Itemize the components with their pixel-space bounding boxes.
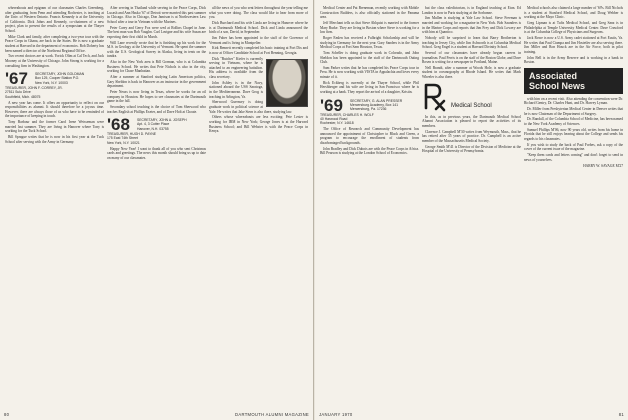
paragraph: Bill Sprague writes that he is now in his first year at the Tuck School after serving with the Army in Germany.	[5, 135, 104, 144]
class-year: '68	[107, 115, 130, 135]
class-secretary-block	[350, 99, 419, 112]
paragraph: Nell Brandt, after a summer at Woods Hole, is now a graduate student in oceanography at Rhode Island. He writes that Mark Wheeler is also there.	[422, 65, 521, 80]
class-68-header	[107, 116, 206, 145]
paragraph: Also in the New York area is Bill Gorman, who is at Columbia Business School. He writes that Pete Nichols is also in the city, working for Chase Manhattan.	[107, 60, 206, 74]
class-secretary-block	[137, 118, 206, 131]
paragraph: Sam Parker writes that he has completed his Peace Corps tour in Peru. He is now working with VISTA in Appalachia and loves every minute of it.	[320, 65, 419, 80]
class-69-header	[320, 97, 419, 126]
secretary-city: Mercersburg, Pa. 17236	[350, 107, 387, 112]
right-column-1	[320, 6, 419, 406]
right-page	[315, 0, 628, 420]
associated-school-news-banner	[524, 68, 623, 94]
secretary-address: Mercersburg Academy, Box 141	[350, 102, 398, 107]
banner-title-line-2: School News	[529, 80, 586, 91]
secretary-name: SECRETARY, JOHN A. JOSEPH	[137, 118, 187, 123]
class-year: '67	[5, 69, 28, 89]
paragraph: After serving in Thailand while serving in the Peace Corps, Dick Lucash and Ann Hasko '67 of Detroit were married this past summer in Chicago. Also in Chicago, Don Jamison is at Northwestern Law School after a tour in Vietnam with the Marines.	[107, 6, 206, 24]
paragraph: Happy New Year! I want to thank all of you who sent Christmas cards and greetings. The news this month should bring us up to date on many of our classmates.	[107, 146, 206, 160]
prescription-rx-icon	[422, 82, 448, 112]
page-number: 80	[4, 412, 10, 417]
paragraph: but the class valedictorian, is in England teaching at Eton. Ed Landon is now in Paris studying at the Sorbonne.	[422, 6, 521, 15]
paragraph: John Bradley and Dick Dubois are with the Peace Corps in Africa. Bill Pearson is studying at the London School of Economics.	[320, 146, 419, 156]
paragraph: "Keep them cards and letters coming" and don't forget to send in news of yourselves.	[524, 153, 623, 162]
paragraph: Dick "Butcher" Kiefer is currently serving in Vietnam, where he is attached to an engineering battalion. His address is available from the class secretary.	[209, 56, 263, 80]
paragraph: with him on a recent visit. Also attending the convention were Dr. Richard Gentry, Dr. Charles Hunt, and Dr. Harvey Lyman.	[524, 96, 623, 106]
paragraph: Dr. Randall, of the Columbia School of Medicine, has been named to the New York Academy of Sciences.	[524, 117, 623, 127]
paragraph: Clarence J. Campbell M'30 writes from Weymouth, Mass., that he has retired after 35 years of practice. Dr. Campbell is an active member of the Massachusetts Medical Society.	[422, 129, 521, 143]
left-column-1	[5, 6, 104, 406]
paragraph: Others whose whereabouts are less exciting: Pete Lester is working for IBM in New York; George Jones is at the Harvard Business School; and Bill Webster is with the Peace Corps in Kenya.	[209, 115, 308, 134]
secretary-address: Apt. 4, 3 Cotter Place	[137, 122, 170, 127]
treasurer-name: TREASURER, JOHN F. CORREY, JR.	[5, 86, 63, 91]
classmate-portrait-photo	[266, 59, 308, 107]
paragraph: Nobody will be surprised to learn that Barry Brotherton is teaching in Jersey City, while Jim Ashworth is at Columbia Medical School. Greg Engel is a student at Harvard Divinity School.	[422, 35, 521, 50]
treasurer-name: TREASURER, HUGH D. PAYNE	[107, 132, 157, 137]
right-column-2	[422, 6, 521, 406]
paragraph: whereabouts and epigram of our classmates Charles Greenberg, after graduating from Penn and attending Rochester, is teaching at the Univ. of Western Ontario. Francis Kennedy is at the University of California. Dick Johns and Kennedy, co-chairmen of a new project, plan to present the results of a symposium at the Thayer School.	[5, 6, 104, 33]
magazine-title: DARTMOUTH ALUMNI MAGAZINE	[235, 412, 309, 417]
medical-school-section-header	[422, 82, 521, 112]
paragraph: Mike Clark and family, after completing a two-year tour with the Peace Corps in Ghana, are back in the States. He is now a graduate student at Harvard in the department of economics. Bob Doherty has been named a director of the Northeast Regional Office.	[5, 34, 104, 53]
treasurer-city: New York, N.Y. 10021	[107, 140, 140, 145]
class-67-header	[5, 70, 104, 99]
paragraph: If you wish to study the back of Paul Forbes, ask a copy of the cover of the current issue of the magazine.	[524, 142, 623, 152]
class-treasurer-block	[320, 113, 419, 126]
treasurer-city: Rochester, N.Y. 14618	[320, 121, 354, 126]
secretary-city: New York, N.Y. 10003	[35, 80, 68, 85]
paragraph: Dr. Miller from Presbyterian Medical Center in Denver writes that he is now Chairman of the Department of Surgery.	[524, 107, 623, 116]
paragraph: John Bell is in the Army Reserve and is working in a bank in Boston.	[524, 55, 623, 65]
paragraph: Peter Neuss is now living in Texas, where he works for an oil company in Houston. He hopes to see classmates at the Dartmouth game in the fall.	[107, 90, 206, 104]
secretary-city: Hanover, N.H. 03755	[137, 126, 169, 131]
paragraph: Peter Carey and Gerry Fox were wed at Rollins Chapel in June. The best man was Bob Vaughn. Carl Lavigne and his wife Susan are expecting their first child in March.	[107, 25, 206, 39]
right-column-3	[524, 6, 623, 406]
paragraph: Medical schools also claimed a large number of '69's. Bill Nichols is a student at Stanford Medical School, and Doug Webber is working at the Mayo Clinic.	[524, 6, 623, 20]
paragraph: A new year has come. It offers an opportunity to reflect on our responsibilities as alumni. It should therefore be a joyous time. However, there are always those of us who have to be reminded of the importance of keeping in touch.	[5, 100, 104, 119]
paragraph: Jeff Merchant tells us that Steve Ahlquist is married to the former Mary Burke. They are living in Boston where Steve is working for a law firm.	[320, 20, 419, 35]
left-column-3	[209, 6, 308, 406]
paragraph: After a summer at Stanford studying Latin American politics, Gary Sheldon is back in Hanover as an instructor in the government department.	[107, 75, 206, 89]
paragraph: Rick Eckberg is currently at the Thayer School, while Phil Hershberger and his wife are living in San Francisco where he is working at a bank. They report the arrival of a daughter, Kristin.	[320, 80, 419, 95]
paragraph: Two recent doctors are at work. Yorick Olim at Cal Tech, and Jack Mooney at the University of Chicago. John Strong is working for a consulting firm in Washington.	[5, 54, 104, 68]
treasurer-address: 40 Harwood Road	[320, 116, 348, 121]
paragraph: Samuel Phillips M'06, now 90 years old, writes from his home in Florida that he still enjoys hearing about the College and sends his regards to his classmates.	[524, 127, 623, 141]
class-treasurer-block	[107, 132, 206, 145]
paragraph: Several of our classmates have already begun careers in journalism. Paul Ferris is on the staff of the Boston Globe, and Dave Rosen is writing for a newspaper in Portland, Maine.	[422, 50, 521, 65]
treasurer-address: 175 East 74th Street	[107, 136, 138, 141]
paragraph: all the news of you who sent letters throughout the year telling me what you were doing. The class would like to hear from more of you.	[209, 6, 308, 20]
banner-title-line-1: Associated	[529, 70, 578, 81]
paragraph: Jack Rowe is now a U.S. Army cadet stationed at Fort Eustis, Va. He writes that Paul Ciampa and Jim Hostetler are also serving there. Jim Miller and Ron Houck are in the Air Force, both in pilot training.	[524, 35, 623, 54]
paragraph: Jim Mullen is studying at Yale Law School. Steve Freeman is married and working for a magazine in New York. Bob Saunders is in the Marine Corps and reports that Jim Frey and Dick Lowery are with him at Quantico.	[422, 16, 521, 35]
left-page-footer	[4, 412, 309, 417]
paragraph: Kirk Bennett recently completed his basic training at Fort Dix and is now at Officer Candidate School at Fort Benning, Georgia.	[209, 46, 308, 55]
right-page-footer	[319, 412, 624, 417]
medical-school-title: Medical School	[451, 102, 492, 109]
issue-date: JANUARY 1970	[319, 412, 353, 417]
paragraph: Secondary school teaching is the choice of Tom Sherwood who teaches English at Phillips Exeter, and of Dave Holt at Choate.	[107, 105, 206, 114]
class-year: '69	[320, 95, 343, 115]
paragraph: Tom Scheller is doing graduate work in Colorado, and John Sheldon has been appointed to the staff of the Dartmouth Outing Club.	[320, 50, 419, 65]
paragraph: Sherwood Guernsey is doing graduate work in political science at Yale. He writes that Jake Stern is also there, studying law.	[209, 100, 293, 114]
secretary-address: Box 125, Cooper Station P.O.	[35, 76, 80, 81]
paragraph: Greg Lipman is at Tufts Medical School, and Greg Sanz is in Philadelphia at Temple University Medical Center. Dave Crawford is at the Columbia College of Physicians and Surgeons.	[524, 20, 623, 35]
paragraph: Medical Center and Pat Breneman, recently working with Mobile Construction Builders, is also officially stationed in the Panama area.	[320, 6, 419, 20]
class-treasurer-block	[5, 86, 104, 99]
paragraph: Dick Burchard and his wife Linda are living in Hanover where he is at Dartmouth Medical School. Dick and Linda announced the birth of a son, David, in September.	[209, 20, 308, 35]
paragraph: Jim Faber has been appointed to the staff of the Governor of Vermont and is living in Montpelier.	[209, 35, 308, 45]
page-number: 81	[618, 412, 624, 417]
class-secretary-block	[35, 72, 104, 85]
treasurer-name: TREASURER, CHARLES H. WOLF	[320, 112, 374, 117]
paragraph: The Office of Research and Community Development has announced the appointment of Christopher to Black and Green, a program to encourage the enrollment of students from disadvantaged backgrounds.	[320, 127, 419, 146]
paragraph: Tony Barbour and the former Carol Irene Weisseman were married last summer. They are living in Hanover where Tony is working for the Tuck School.	[5, 120, 104, 134]
left-column-2	[107, 6, 206, 406]
paragraph: John Ashley is in the Navy, stationed aboard the USS Saratoga, in the Mediterranean. Dave Grog is teaching in Arlington, Va.	[209, 80, 263, 99]
treasurer-city: Southfield, Mich. 48075	[5, 94, 41, 99]
treasurer-address: 27511 Sulu Drive	[5, 90, 31, 95]
column-signoff: HARRY W. SAVAGE M'27	[583, 163, 623, 168]
secretary-name: SECRETARY, G. ALAN PRESSER	[350, 98, 403, 103]
paragraph: George Smith M'41 is Director of the Division of Medicine at the Hospital of the University of Pennsylvania.	[422, 144, 521, 154]
paragraph: Roger Emlen has received a Fulbright Scholarship and will be studying in Germany for the next year. Gary Sanders is in the Army Medical Corps at Fort Sam Houston, Texas.	[320, 35, 419, 50]
secretary-name: SECRETARY, JOHN GOLDMAN	[35, 72, 85, 77]
paragraph: Will Lane recently wrote that he is finishing up his work for the M.S. in Geology at the University of Vermont. He spent the summer with the U.S. Geological Survey in Alaska, living in tents on the tundra.	[107, 40, 206, 59]
paragraph: In this, as in previous years, the Dartmouth Medical School Alumni Association is pleased to report the activities of its members.	[422, 114, 521, 128]
